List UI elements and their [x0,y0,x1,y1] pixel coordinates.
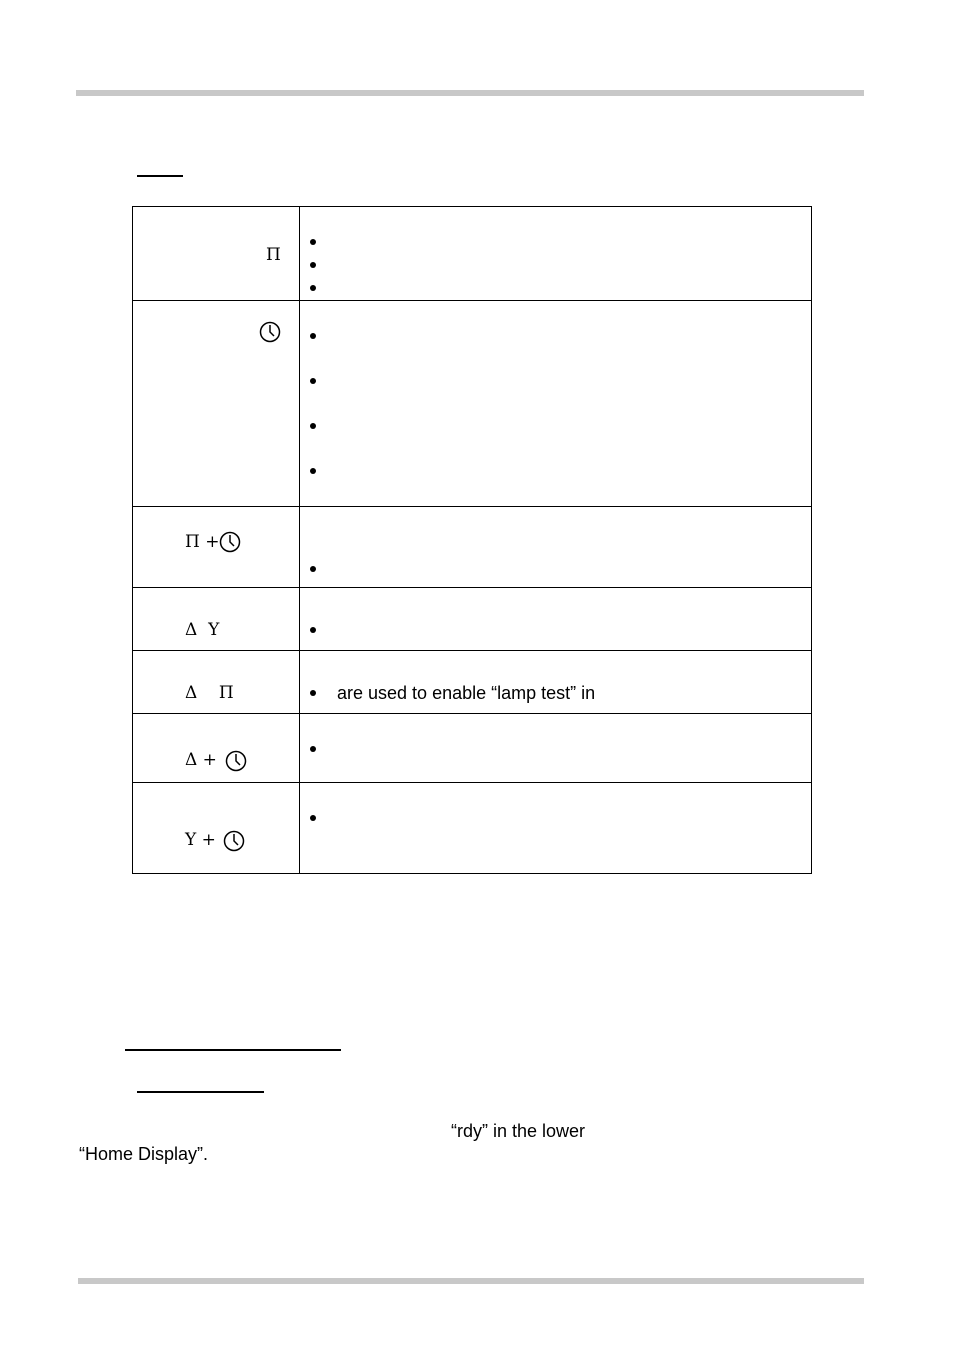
clock-icon [223,830,245,852]
bullet-icon [310,285,316,291]
table-row [133,783,812,874]
key-cell [133,207,300,301]
key-symbol: Π + [185,532,220,552]
body-text-fragment: “rdy” in the lower [451,1121,586,1141]
key-cell [133,783,300,874]
bullet-icon [310,262,316,268]
bullet-icon [310,627,316,633]
description-cell [300,301,812,507]
key-symbol: Π [266,245,281,265]
description-cell [300,651,812,714]
footer-rule [78,1278,864,1284]
table-row [133,714,812,783]
table-row [133,588,812,651]
description-cell [300,207,812,301]
bullet-icon [310,378,316,384]
bullet-icon [310,333,316,339]
body-text-fragment: “Home Display”. [79,1144,209,1164]
key-symbol: Δ Π [185,683,234,703]
lamp-test-text: are used to enable “lamp test” in [337,683,596,703]
bullet-icon [310,239,316,245]
subheading-underline [137,1091,264,1093]
section-heading-underline [137,175,183,177]
clock-icon [225,750,247,772]
table-row [133,651,812,714]
bullet-icon [310,815,316,821]
header-rule [76,90,864,96]
bullet-icon [310,566,316,572]
key-cell [133,588,300,651]
bullet-icon [310,746,316,752]
bullet-icon [310,423,316,429]
key-cell [133,714,300,783]
table-row [133,301,812,507]
key-symbol: Δ Y [185,620,220,640]
description-cell [300,507,812,588]
key-symbol: Δ + [185,750,217,770]
clock-icon [259,321,281,343]
clock-icon [219,531,241,553]
key-cell [133,651,300,714]
subsection-heading-underline [125,1049,341,1051]
bullet-icon [310,468,316,474]
key-function-table [132,206,812,874]
key-cell [133,301,300,507]
key-symbol: Y + [185,830,216,850]
table-row [133,507,812,588]
key-cell [133,507,300,588]
table-row [133,207,812,301]
description-cell [300,588,812,651]
description-cell [300,783,812,874]
description-cell [300,714,812,783]
bullet-icon [310,690,316,696]
